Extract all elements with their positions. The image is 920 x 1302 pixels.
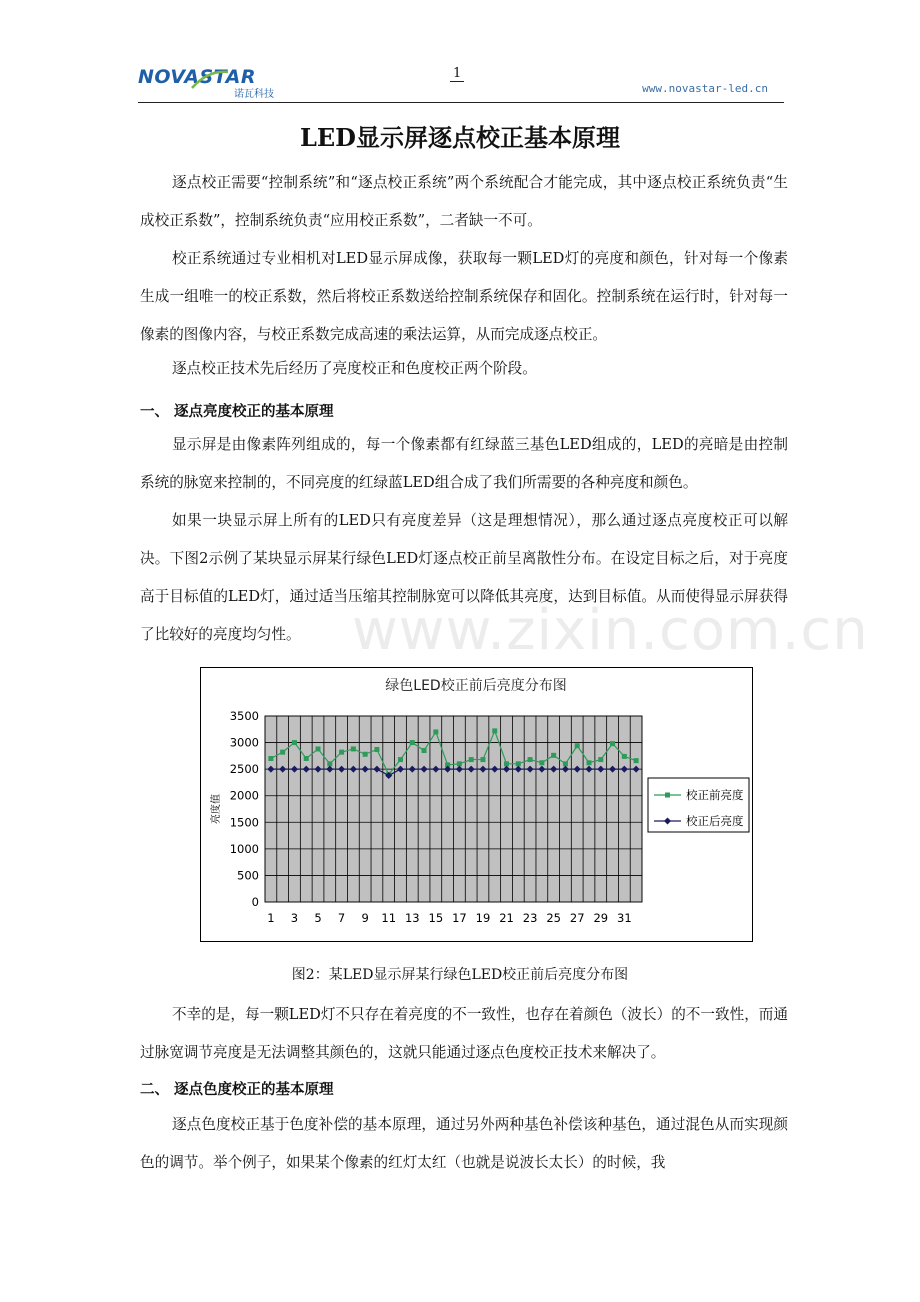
brightness-chart — [200, 667, 753, 942]
y-axis-label: 亮度值 — [211, 794, 222, 824]
data-point-before — [492, 728, 497, 733]
x-tick-label: 27 — [569, 911, 585, 925]
data-point-before — [292, 740, 297, 745]
legend-label-1: 校正前亮度 — [686, 788, 744, 802]
x-tick-label: 23 — [522, 911, 538, 925]
data-point-before — [304, 756, 309, 761]
paragraph-1: 逐点校正需要“控制系统”和“逐点校正系统”两个系统配合才能完成，其中逐点校正系统负责“生成校正系数”，控制系统负责“应用校正系数”，二者缺一不可。 — [140, 174, 788, 229]
data-point-before — [457, 761, 462, 766]
data-point-before — [363, 752, 368, 757]
data-point-before — [280, 750, 285, 755]
section-heading-1: 一、 逐点亮度校正的基本原理 — [140, 404, 334, 420]
header-url: www.novastar-led.cn — [642, 82, 768, 95]
x-tick-label: 13 — [404, 911, 420, 925]
watermark: www.zixin.com.cn — [352, 598, 869, 663]
data-point-before — [575, 743, 580, 748]
y-tick-label: 500 — [237, 868, 259, 883]
paragraph-3: 逐点校正技术先后经历了亮度校正和色度校正两个阶段。 — [172, 360, 537, 377]
y-tick-label: 1000 — [229, 841, 259, 856]
x-tick-label: 29 — [593, 911, 609, 925]
novastar-logo — [138, 66, 288, 100]
data-point-before — [598, 757, 603, 762]
section-heading-2: 二、 逐点色度校正的基本原理 — [140, 1082, 334, 1098]
y-tick-label: 3000 — [229, 735, 259, 750]
y-tick-label: 1500 — [229, 815, 259, 830]
data-point-before — [433, 729, 438, 734]
x-tick-label: 1 — [267, 911, 275, 925]
x-tick-label: 11 — [381, 911, 397, 925]
data-point-before — [563, 761, 568, 766]
x-tick-label: 31 — [617, 911, 632, 925]
data-point-before — [351, 746, 356, 751]
data-point-before — [539, 760, 544, 765]
page-number: 1 — [450, 66, 464, 82]
data-point-before — [327, 761, 332, 766]
page-header — [138, 60, 784, 103]
x-tick-label: 21 — [499, 911, 514, 925]
y-tick-label: 2500 — [229, 762, 259, 777]
legend-label-2: 校正后亮度 — [686, 814, 744, 828]
logo-text: NOVASTAR — [138, 66, 256, 88]
document-title: LED显示屏逐点校正基本原理 — [300, 123, 620, 152]
x-tick-label: 15 — [428, 911, 444, 925]
chart-title: 绿色LED校正前后亮度分布图 — [385, 678, 567, 694]
figure-caption: 图2：某LED显示屏某行绿色LED校正前后亮度分布图 — [291, 967, 629, 983]
paragraph-5: 如果一块显示屏上所有的LED只有亮度差异（这是理想情况），那么通过逐点亮度校正可以解决。下图2示例了某块显示屏某行绿色LED灯逐点校正前呈离散性分布。在设定目标之后，对于亮度高于目标值的LED灯，通过适当压缩其控制脉宽可以降低其亮度，达到目标值。从而使得显示屏获得了比较好的亮度均匀性。 — [140, 512, 788, 643]
y-tick-label: 0 — [251, 895, 259, 909]
x-tick-label: 7 — [337, 911, 346, 925]
x-tick-label: 9 — [361, 911, 369, 925]
paragraph-7: 逐点色度校正基于色度补偿的基本原理，通过另外两种基色补偿该种基色，通过混色从而实现颜色的调节。举个例子，如果某个像素的红灯太红（也就是说波长太长）的时候，我 — [140, 1116, 788, 1171]
x-tick-label: 19 — [475, 911, 491, 925]
data-point-before — [622, 754, 627, 759]
x-tick-label: 25 — [546, 911, 561, 925]
data-point-before — [516, 761, 521, 766]
x-tick-label: 5 — [314, 911, 322, 925]
x-tick-label: 3 — [290, 911, 299, 925]
chart-svg — [201, 668, 752, 941]
y-tick-label: 3500 — [229, 709, 259, 723]
data-point-before — [268, 756, 273, 761]
data-point-before — [316, 746, 321, 751]
data-point-before — [504, 761, 509, 766]
data-point-before — [551, 753, 556, 758]
data-point-before — [586, 760, 591, 765]
data-point-before — [410, 740, 415, 745]
data-point-before — [528, 757, 533, 762]
paragraph-2: 校正系统通过专业相机对LED显示屏成像，获取每一颗LED灯的亮度和颜色，针对每一个像素生成一组唯一的校正系数，然后将校正系数送给控制系统保存和固化。控制系统在运行时，针对每一像素的图像内容，与校正系数完成高速的乘法运算，从而完成逐点校正。 — [140, 250, 788, 343]
logo-subtitle: 诺瓦科技 — [234, 89, 274, 100]
paragraph-6: 不幸的是，每一颗LED灯不只存在着亮度的不一致性，也存在着颜色（波长）的不一致性，而通过脉宽调节亮度是无法调整其颜色的，这就只能通过逐点色度校正技术来解决了。 — [140, 1006, 788, 1061]
data-point-before — [480, 757, 485, 762]
logo-swoosh-icon — [190, 68, 230, 90]
data-point-before — [422, 748, 427, 753]
y-tick-label: 2000 — [229, 788, 259, 803]
data-point-before — [634, 758, 639, 763]
paragraph-4: 显示屏是由像素阵列组成的，每一个像素都有红绿蓝三基色LED组成的，LED的亮暗是由控制系统的脉宽来控制的，不同亮度的红绿蓝LED组合成了我们所需要的各种亮度和颜色。 — [140, 436, 788, 491]
data-point-before — [374, 747, 379, 752]
x-tick-label: 17 — [452, 911, 467, 925]
legend-marker-1 — [665, 793, 670, 798]
data-point-before — [398, 757, 403, 762]
data-point-before — [469, 757, 474, 762]
data-point-before — [339, 750, 344, 755]
data-point-before — [610, 741, 615, 746]
